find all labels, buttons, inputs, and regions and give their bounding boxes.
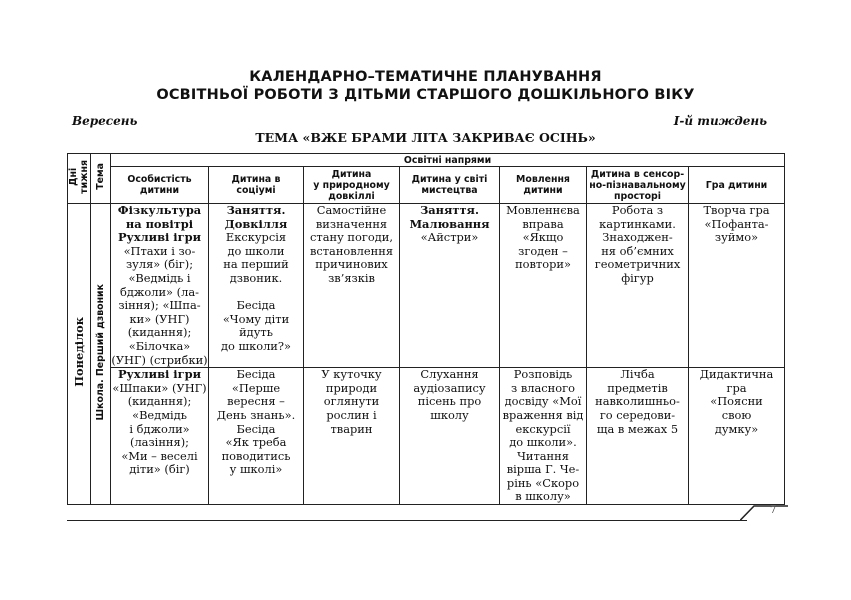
cell-sensory: Лічба предметів навколишньо- го середови- ща в межах 5 xyxy=(587,368,689,505)
month-label: Вересень xyxy=(72,114,138,128)
day-cell: Понеділок xyxy=(68,204,91,505)
cell-society: Бесіда «Перше вересня – День знань». Бесіда «Як треба поводитись у школі» xyxy=(209,368,304,505)
title-line-1: КАЛЕНДАРНО–ТЕМАТИЧНЕ ПЛАНУВАННЯ xyxy=(249,69,602,85)
cell-society: Заняття. Довкілля Екскурсія до школи на перший дзвоник. Бесіда «Чому діти йдуть до школи?» xyxy=(209,204,304,368)
cell-nature: У куточку природи оглянути рослин і тварин xyxy=(304,368,400,505)
header-days-of-week: Дні тижня xyxy=(68,154,91,204)
cell-sensory: Робота з картинками. Знаходжен- ня об’ємних геометричних фігур xyxy=(587,204,689,368)
title-line-2: ОСВІТНЬОЇ РОБОТИ З ДІТЬМИ СТАРШОГО ДОШКІЛЬНОГО ВІКУ xyxy=(156,87,695,103)
theme-heading: ТЕМА «ВЖЕ БРАМИ ЛІТА ЗАКРИВАЄ ОСІНЬ» xyxy=(255,130,596,145)
header-col-sensory: Дитина в сенсор- но-пізнавальному просторі xyxy=(587,167,689,204)
header-col-art: Дитина у світі мистецтва xyxy=(400,167,500,204)
planning-table xyxy=(67,153,785,505)
cell-art: Заняття. Малювання «Айстри» xyxy=(400,204,500,368)
cell-personality: Фізкультура на повітрі Рухливі ігри «Птахи і зо- зуля» (біг); «Ведмідь і бджоли» (ла- зіння); «Шпа- ки» (УНГ) (кидання); «Білочка» (УНГ) (стрибки) xyxy=(111,203,208,367)
header-col-society: Дитина в соціумі xyxy=(209,167,304,204)
table-row xyxy=(68,204,785,368)
header-educational-areas: Освітні напрями xyxy=(111,154,785,167)
page-title xyxy=(0,68,851,104)
topic-cell: Школа. Перший дзвоник xyxy=(91,204,111,505)
cell-personality: Рухливі ігри «Шпаки» (УНГ) (кидання); «Ведмідь і бджоли» (лазіння); «Ми – веселі діти» (біг) xyxy=(111,368,209,505)
cell-speech: Розповідь з власного досвіду «Мої враження від екскурсії до школи». Читання вірша Г. Че- рінь «Скоро в школу» xyxy=(500,368,587,505)
header-col-nature: Дитина у природному довкіллі xyxy=(304,167,400,204)
table-row xyxy=(68,368,785,505)
page-number-tab xyxy=(740,505,788,521)
cell-play: Дидактична гра «Поясни свою думку» xyxy=(689,368,785,505)
week-label: І-й тиждень xyxy=(673,114,767,128)
header-col-speech: Мовлення дитини xyxy=(500,167,587,204)
cell-play: Творча гра «Пофанта- зуймо» xyxy=(689,204,785,368)
header-topic: Тема xyxy=(91,154,111,204)
cell-art: Слухання аудіозапису пісень про школу xyxy=(400,368,500,505)
footer-rule xyxy=(67,520,747,521)
cell-nature: Самостійне визначення стану погоди, встановлення причинових зв’язків xyxy=(304,204,400,368)
page-number: 7 xyxy=(770,505,777,516)
header-col-play: Гра дитини xyxy=(689,167,785,204)
header-col-personality: Особистість дитини xyxy=(111,167,209,204)
cell-speech: Мовленнєва вправа «Якщо згоден – повтори» xyxy=(500,204,587,368)
